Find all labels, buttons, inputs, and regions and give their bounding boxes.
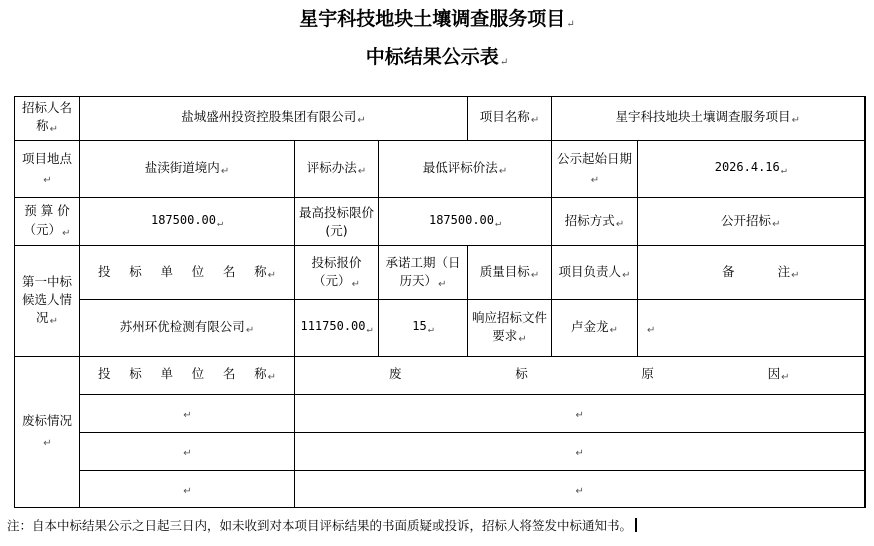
project-name-value: 星宇科技地块土壤调查服务项目↵ xyxy=(552,97,865,141)
bid-mode-label: 招标方式↵ xyxy=(552,198,638,246)
document-subtitle: 中标结果公示表↵ xyxy=(365,46,509,68)
invalid-unit: ↵ xyxy=(80,432,295,470)
invalid-section-label: 废标情况↵ xyxy=(15,356,80,507)
candidate-unit: 苏州环优检测有限公司↵ xyxy=(80,300,295,356)
candidate-section-label: 第一中标候选人情况↵ xyxy=(15,246,80,356)
candidate-remark: ↵ xyxy=(638,300,865,356)
invalid-row xyxy=(15,432,865,470)
tenderer-label: 招标人名称↵ xyxy=(15,97,80,141)
paragraph-mark: ↵ xyxy=(499,57,509,68)
budget-value: 187500.00↵ xyxy=(80,198,295,246)
invalid-unit: ↵ xyxy=(80,470,295,507)
footnote: 注：自本中标结果公示之日起三日内，如未收到对本项目评标结果的书面质疑或投诉，招标人将签发中标通知书。 xyxy=(7,516,637,534)
method-label: 评标办法↵ xyxy=(295,141,379,198)
invalid-row xyxy=(15,470,865,507)
invalid-unit-header: 投 标 单 位 名 称↵ xyxy=(80,356,295,394)
tenderer-value: 盐城盛州投资控股集团有限公司↵ xyxy=(80,97,468,141)
location-label: 项目地点↵ xyxy=(15,141,80,198)
method-value: 最低评标价法↵ xyxy=(379,141,552,198)
row-tenderer xyxy=(15,97,865,141)
paragraph-mark: ↵ xyxy=(566,19,575,30)
candidate-period-header: 承诺工期（日历天）↵ xyxy=(379,246,468,300)
bid-result-table xyxy=(14,96,866,508)
candidate-header-row xyxy=(15,246,865,300)
invalid-unit: ↵ xyxy=(80,394,295,432)
start-date-value: 2026.4.16↵ xyxy=(638,141,865,198)
candidate-manager-header: 项目负责人↵ xyxy=(552,246,638,300)
candidate-price: 111750.00↵ xyxy=(295,300,379,356)
candidate-unit-header: 投 标 单 位 名 称↵ xyxy=(80,246,295,300)
candidate-row xyxy=(15,300,865,356)
bid-mode-value: 公开招标↵ xyxy=(638,198,865,246)
text-cursor[interactable] xyxy=(635,518,637,532)
document-title: 星宇科技地块土壤调查服务项目↵ xyxy=(299,8,575,30)
row-budget xyxy=(15,198,865,246)
invalid-reason: ↵ xyxy=(295,432,865,470)
max-price-label: 最高投标限价(元) xyxy=(295,198,379,246)
candidate-period: 15↵ xyxy=(379,300,468,356)
invalid-row xyxy=(15,394,865,432)
start-date-label: 公示起始日期↵ xyxy=(552,141,638,198)
candidate-remark-header: 备 注↵ xyxy=(638,246,865,300)
budget-label: 预 算 价（元）↵ xyxy=(15,198,80,246)
candidate-quality: 响应招标文件要求↵ xyxy=(468,300,552,356)
location-value: 盐渎街道境内↵ xyxy=(80,141,295,198)
candidate-quality-header: 质量目标↵ xyxy=(468,246,552,300)
invalid-reason: ↵ xyxy=(295,394,865,432)
project-name-label: 项目名称↵ xyxy=(468,97,552,141)
candidate-manager: 卢金龙↵ xyxy=(552,300,638,356)
invalid-reason: ↵ xyxy=(295,470,865,507)
max-price-value: 187500.00↵ xyxy=(379,198,552,246)
invalid-header-row xyxy=(15,356,865,394)
candidate-price-header: 投标报价（元）↵ xyxy=(295,246,379,300)
invalid-reason-header: 废 标 原 因↵ xyxy=(295,356,865,394)
row-location xyxy=(15,141,865,198)
